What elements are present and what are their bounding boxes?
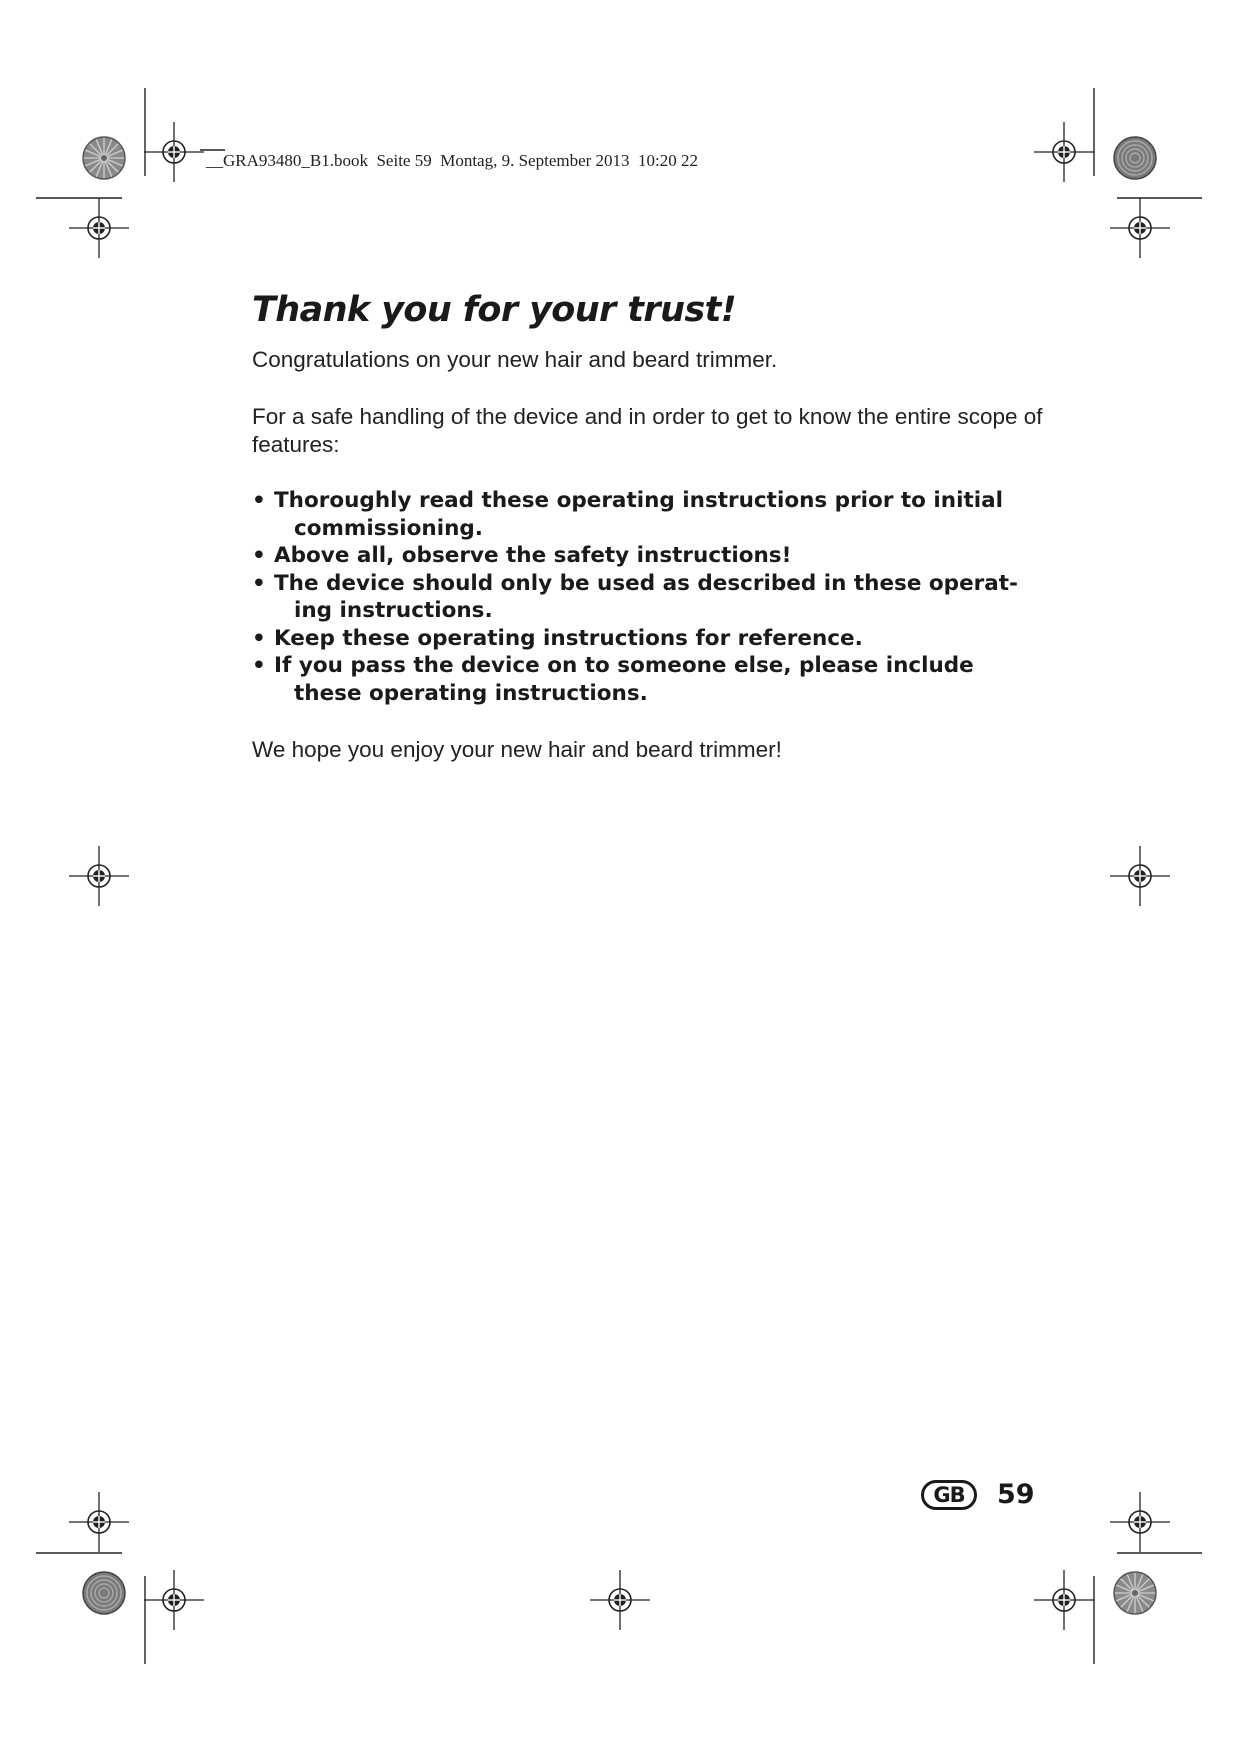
instruction-list bbox=[252, 487, 1052, 707]
list-item-line: The device should only be used as described in these operat- bbox=[274, 570, 1018, 596]
bullet-icon: • bbox=[252, 653, 266, 678]
registration-mark-icon bbox=[69, 846, 129, 906]
list-item bbox=[252, 570, 1052, 625]
color-bar-swirl-icon bbox=[1114, 137, 1156, 179]
color-bar-star-icon bbox=[1114, 1572, 1156, 1614]
bullet-icon: • bbox=[252, 488, 266, 513]
closing-paragraph: We hope you enjoy your new hair and beard trimmer! bbox=[252, 737, 782, 762]
color-bar-star-icon bbox=[83, 137, 125, 179]
registration-mark-icon bbox=[1110, 198, 1170, 258]
registration-mark-icon bbox=[144, 122, 204, 182]
page-footer bbox=[921, 1479, 1035, 1510]
registration-mark-icon bbox=[1034, 1570, 1094, 1630]
list-item bbox=[252, 542, 1052, 570]
list-item-line: ing instructions. bbox=[294, 598, 493, 623]
registration-mark-icon bbox=[144, 1570, 204, 1630]
list-item bbox=[252, 487, 1052, 542]
lead-paragraph: For a safe handling of the device and in order to get to know the entire scope of features: bbox=[252, 404, 1043, 457]
list-item-line: Keep these operating instructions for reference. bbox=[274, 625, 863, 651]
color-bar-swirl-icon bbox=[83, 1572, 125, 1614]
list-item-line: these operating instructions. bbox=[294, 680, 648, 706]
intro-paragraph: Congratulations on your new hair and beard trimmer. bbox=[252, 347, 778, 372]
registration-mark-icon bbox=[69, 198, 129, 258]
registration-mark-icon bbox=[1110, 1492, 1170, 1552]
list-item-line: If you pass the device on to someone else, please include bbox=[274, 653, 974, 678]
list-item bbox=[252, 652, 1052, 707]
page-number: 59 bbox=[997, 1479, 1035, 1510]
registration-mark-icon bbox=[1034, 122, 1094, 182]
bullet-icon: • bbox=[252, 570, 266, 596]
registration-mark-icon bbox=[1110, 846, 1170, 906]
print-header: __GRA93480_B1.book Seite 59 Montag, 9. September 2013 10:20 22 bbox=[206, 151, 699, 170]
page-title: Thank you for your trust! bbox=[252, 290, 737, 330]
registration-mark-icon bbox=[69, 1492, 129, 1552]
bullet-icon: • bbox=[252, 543, 266, 568]
list-item-line: Thoroughly read these operating instructions prior to initial bbox=[274, 488, 1004, 513]
list-item-line: Above all, observe the safety instructions! bbox=[274, 543, 792, 568]
page-content bbox=[252, 288, 1052, 764]
bullet-icon: • bbox=[252, 625, 266, 651]
list-item bbox=[252, 625, 1052, 653]
list-item-line: commissioning. bbox=[294, 515, 483, 541]
language-badge: GB bbox=[921, 1480, 977, 1510]
registration-mark-icon bbox=[590, 1570, 650, 1630]
